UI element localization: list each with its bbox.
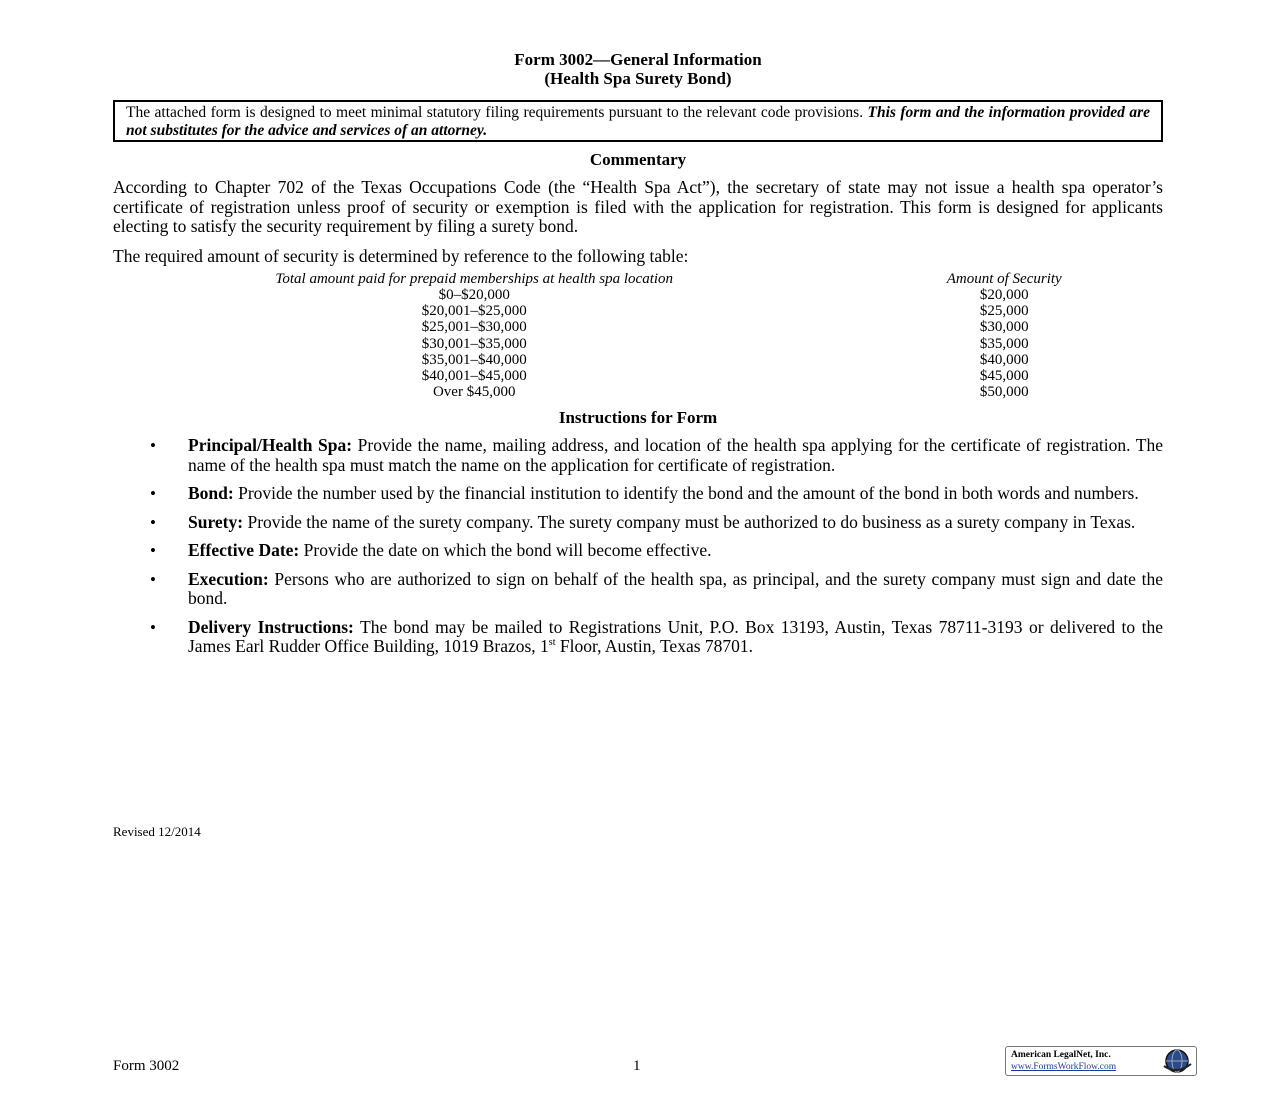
notice-text: The attached form is designed to meet minimal statutory filing requirements pursuant to the relevant code provisions. bbox=[126, 104, 868, 121]
table-cell-amount: $30,000 bbox=[979, 319, 1029, 336]
revised-date: Revised 12/2014 bbox=[113, 824, 201, 839]
item-text: Provide the date on which the bond will become effective. bbox=[299, 540, 712, 561]
item-text: Provide the name, mailing address, and location of the health spa applying for the certificate of registration. The name of the health spa must match the name on the application for certificate of registration. bbox=[188, 435, 1163, 475]
item-text: Persons who are authorized to sign on behalf of the health spa, as principal, and the surety company must sign and date the bond. bbox=[188, 568, 1163, 609]
globe-icon bbox=[1160, 1048, 1194, 1074]
table-cell-range: $40,001–$45,000 bbox=[421, 368, 527, 385]
list-item bbox=[113, 570, 1163, 609]
bullet-icon: • bbox=[150, 436, 156, 456]
footer-form-number: Form 3002 bbox=[113, 1058, 180, 1074]
logo-website-link[interactable]: www.FormsWorkFlow.com bbox=[1011, 1062, 1117, 1072]
item-lead: Execution: bbox=[188, 568, 269, 589]
bullet-icon: • bbox=[150, 541, 156, 561]
bullet-icon: • bbox=[150, 617, 156, 637]
list-item bbox=[113, 618, 1163, 657]
table-cell-amount: $45,000 bbox=[979, 368, 1029, 385]
notice-emphasis: This form and the information provided are not substitutes for the advice and services of an attorney. bbox=[126, 104, 1150, 139]
bullet-icon: • bbox=[150, 512, 156, 532]
legalnet-logo[interactable] bbox=[1005, 1046, 1197, 1076]
table-row bbox=[113, 384, 1113, 400]
table-row bbox=[113, 352, 1113, 368]
instructions-list bbox=[113, 436, 1163, 657]
item-text: Provide the number used by the financial institution to identify the bond and the amount of the bond in both words and numbers. bbox=[233, 483, 1139, 504]
item-lead: Effective Date: bbox=[188, 540, 300, 561]
table-header-row bbox=[113, 271, 1113, 287]
table-cell-amount: $25,000 bbox=[979, 303, 1029, 320]
list-item bbox=[113, 513, 1163, 533]
commentary-paragraph-2: The required amount of security is determined by reference to the following table: bbox=[113, 245, 689, 266]
title-line-2: (Health Spa Surety Bond) bbox=[544, 69, 732, 88]
table-cell-range: $20,001–$25,000 bbox=[421, 303, 527, 320]
table-header-security: Amount of Security bbox=[946, 271, 1062, 287]
table-cell-amount: $20,000 bbox=[979, 287, 1029, 303]
item-lead: Bond: bbox=[188, 483, 234, 504]
list-item bbox=[113, 541, 1163, 561]
item-text: The bond may be mailed to Registrations Unit, P.O. Box 13193, Austin, Texas 78711-3193 or delivered to the James Earl Rudder Office Building, 1019 Brazos, 1 bbox=[188, 616, 1163, 657]
title-line-1: Form 3002—General Information bbox=[514, 50, 762, 69]
table-cell-range: $35,001–$40,000 bbox=[421, 351, 527, 368]
commentary-paragraph-1: According to Chapter 702 of the Texas Occupations Code (the “Health Spa Act”), the secretary of state may not issue a health spa operator’s certificate of registration unless proof of security or exemption is filed with the application for registration. This form is designed for applicants electing to satisfy the security requirement by filing a surety bond. bbox=[113, 177, 1163, 236]
security-table bbox=[113, 271, 1113, 400]
item-lead: Principal/Health Spa: bbox=[188, 435, 353, 456]
notice-box bbox=[113, 100, 1163, 142]
table-row bbox=[113, 368, 1113, 384]
table-cell-amount: $50,000 bbox=[979, 384, 1029, 401]
item-text-after: Floor, Austin, Texas 78701. bbox=[555, 636, 754, 657]
bullet-icon: • bbox=[150, 569, 156, 589]
table-cell-amount: $40,000 bbox=[979, 351, 1029, 368]
item-text: Provide the name of the surety company. The surety company must be authorized to do business as a surety company in Texas. bbox=[243, 511, 1136, 532]
instructions-heading: Instructions for Form bbox=[558, 408, 718, 428]
table-cell-range: $25,001–$30,000 bbox=[421, 319, 527, 336]
table-cell-range: $30,001–$35,000 bbox=[421, 335, 527, 352]
commentary-heading: Commentary bbox=[589, 150, 687, 169]
form-title bbox=[113, 50, 1163, 88]
table-header-total: Total amount paid for prepaid memberships at health spa location bbox=[275, 271, 674, 287]
table-row bbox=[113, 303, 1113, 319]
list-item bbox=[113, 484, 1163, 504]
table-cell-range: $0–$20,000 bbox=[438, 287, 510, 303]
table-row bbox=[113, 336, 1113, 352]
list-item bbox=[113, 436, 1163, 475]
document-page bbox=[113, 50, 1163, 666]
table-cell-amount: $35,000 bbox=[979, 335, 1029, 352]
item-lead: Surety: bbox=[188, 511, 244, 532]
page-number: 1 bbox=[633, 1058, 641, 1074]
bullet-icon: • bbox=[150, 484, 156, 504]
logo-company-name: American LegalNet, Inc. bbox=[1011, 1050, 1111, 1060]
table-cell-range: Over $45,000 bbox=[432, 384, 516, 401]
table-row bbox=[113, 319, 1113, 335]
table-row bbox=[113, 287, 1113, 303]
item-superscript: st bbox=[548, 637, 556, 649]
item-lead: Delivery Instructions: bbox=[188, 616, 354, 637]
